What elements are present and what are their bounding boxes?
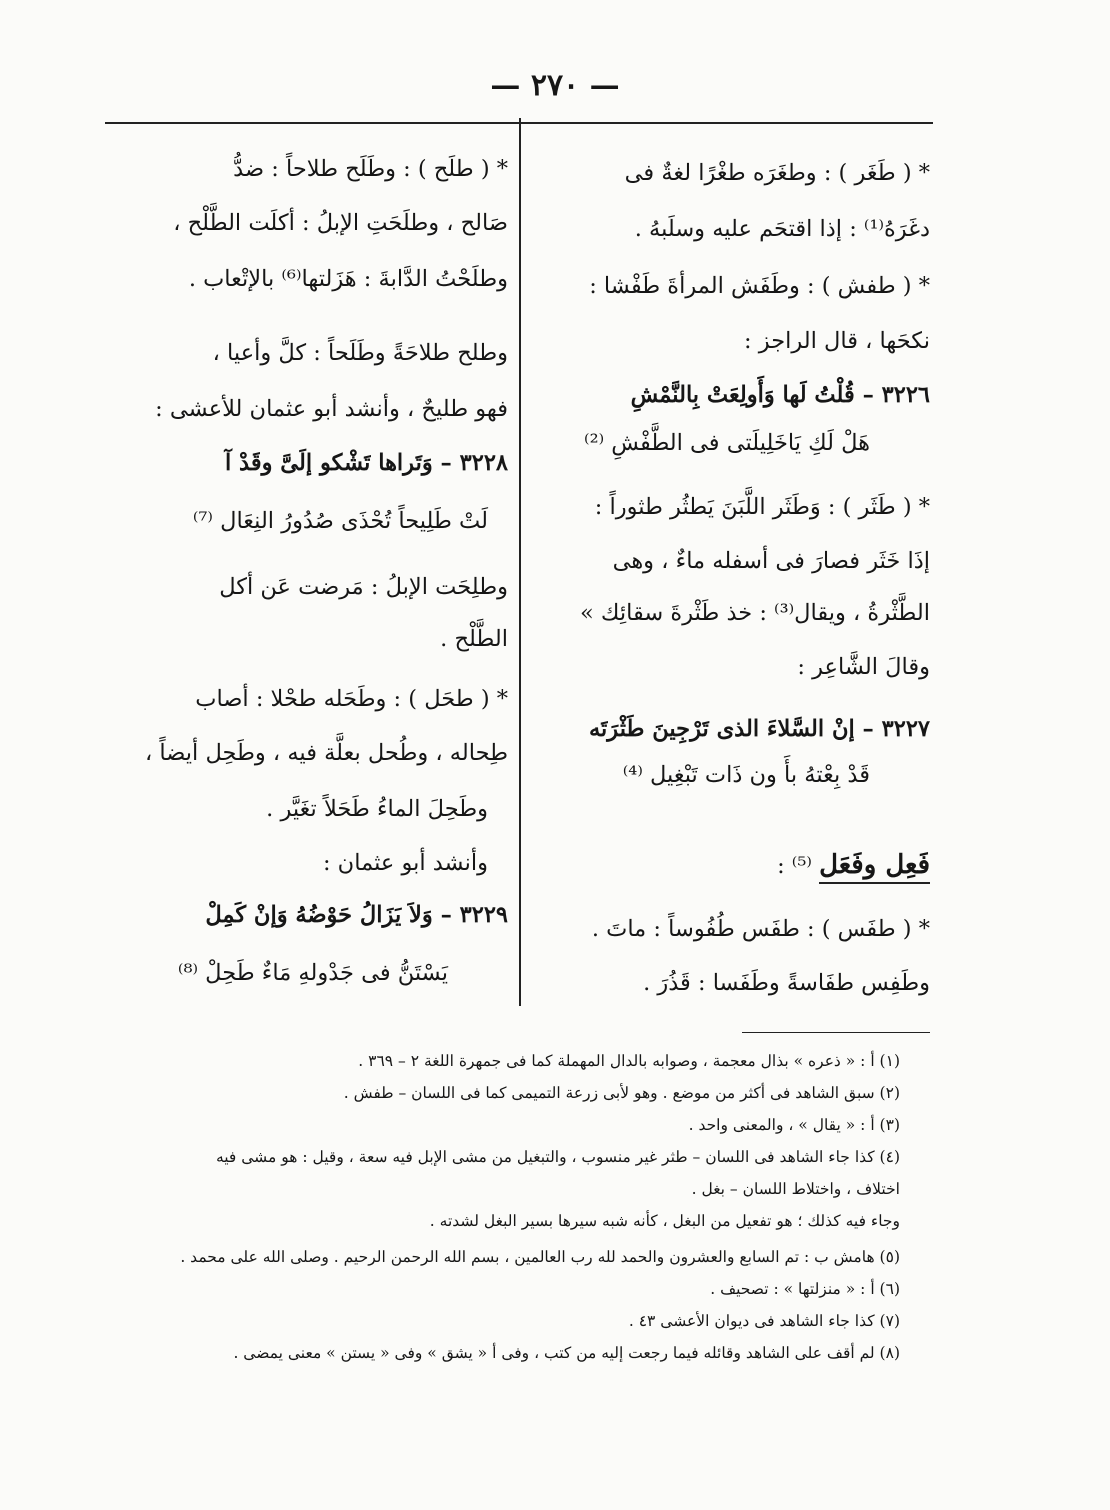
- text-line: وأنشد أبو عثمان :: [322, 850, 488, 876]
- footnote: (٨) لم أقف على الشاهد وقائله فيما رجعت إليه من كتب ، وفى أ « يشق » وفى « يستن » معنى يمضى .: [233, 1344, 900, 1362]
- text-line: وطَحِلَ الماءُ طَحَلاً تغَيَّر .: [266, 796, 488, 822]
- footnote: (٢) سبق الشاهد فى أكثر من موضع . وهو لأبى زرعة التميمى كما فى اللسان – طفش .: [343, 1084, 900, 1102]
- text-line: * ( طلَح ) : وطَلَح طلاحاً : ضدُّ: [233, 156, 508, 182]
- page-number: — ٢٧٠ —: [490, 68, 620, 103]
- text-line: طِحاله ، وطُحل بعلَّة فيه ، وطَحِل أيضاً ،: [145, 740, 508, 766]
- footnote: (٤) كذا جاء الشاهد فى اللسان – طثر غير منسوب ، والتبغيل من مشى الإبل فيه سعة ، وقيل : هو مشى فيه: [215, 1148, 900, 1166]
- text-line: * ( طَثَر ) : وَطَثَر اللَّبَنَ يَطثُر طثوراً :: [594, 494, 930, 520]
- text-line: * ( طَغَر ) : وطغَرَه طغْرًا لغةٌ فى: [624, 160, 930, 186]
- verse-line: هَلْ لَكِ يَاخَلِيلَتى فى الطَّفْشِ ⁽²⁾: [584, 430, 870, 456]
- footnote: وجاء فيه كذلك ؛ هو تفعيل من البغل ، كأنه شبه سيرها بسير البغل لشدته .: [429, 1212, 900, 1230]
- text-line: وطلَحْتُ الدَّابةَ : هَزَلتها⁽⁶⁾ بالإتْعاب .: [188, 266, 508, 292]
- verse-line: وطلح طلاحَةً وطَلَحاً : كلَّ وأعيا ،: [212, 340, 508, 366]
- text-line: * ( طفش ) : وطَفَش المرأةَ طَفْشا :: [589, 273, 930, 299]
- text-line: إذَا خَثَر فصارَ فى أسفله ماءٌ ، وهى: [612, 548, 930, 574]
- text-line: صَالح ، وطلَحَتِ الإبلُ : أكلَت الطَّلْح ،: [173, 210, 508, 236]
- text-line: وقالَ الشَّاعِر :: [797, 654, 930, 680]
- verse-line: ٣٢٢٨ – وَتَراها تَشْكو إلَىَّ وقَدْ آ: [224, 450, 508, 476]
- text-line: الطَّثْرةُ ، ويقال⁽³⁾ : خذ طَثْرةَ سقائِك »: [580, 600, 930, 626]
- footnote: (٦) أ : « منزلتها » : تصحيف .: [710, 1280, 900, 1298]
- footnote: (١) أ : « ذعره » بذال معجمة ، وصوابه بالدال المهملة كما فى جمهرة اللغة ٢ – ٣٦٩ .: [358, 1052, 900, 1070]
- text-line: فهو طليحٌ ، وأنشد أبو عثمان للأعشى :: [155, 396, 508, 422]
- verse-line: لَتْ طَلِيحاً تُحْذَى صُدُورُ النِعَال ⁽⁷⁾: [192, 508, 488, 534]
- text-line: * ( طفَس ) : طفَس طُفُوساً : ماتَ .: [591, 916, 930, 942]
- footnote-rule: [742, 1032, 930, 1033]
- section-title: فَعِل وفَعَل: [819, 850, 930, 884]
- footnote: اختلاف ، واختلاط اللسان – بغل .: [691, 1180, 900, 1198]
- verse-line: يَسْتَنُّ فى جَدْولهِ مَاءٌ طَحِلْ ⁽⁸⁾: [177, 960, 448, 986]
- text-line: وطَفِس طفَاسةً وطَفَسا : قَذُرَ .: [643, 970, 930, 996]
- footnote: (٥) هامش ب : تم السابع والعشرون والحمد لله رب العالمين ، بسم الله الرحمن الرحيم . وصلى الله على محمد .: [180, 1248, 900, 1266]
- footnote: (٣) أ : « يقال » ، والمعنى واحد .: [688, 1116, 900, 1134]
- footnote: (٧) كذا جاء الشاهد فى ديوان الأعشى ٤٣ .: [628, 1312, 900, 1330]
- verse-line: ٣٢٢٩ – وَلاَ يَزَالُ حَوْضُهُ وَإنْ كَمِلْ: [205, 902, 508, 928]
- section-heading-marker: ⁽⁵⁾ :: [777, 853, 812, 879]
- text-line: * ( طحَل ) : وطَحَله طحْلا : أصاب: [195, 686, 508, 712]
- verse-line: ٣٢٢٧ – إنْ السَّلاءَ الذى تَرْجِينَ طَثْرَتَه: [588, 716, 930, 742]
- section-heading: [777, 850, 930, 880]
- column-divider: [519, 118, 521, 1006]
- text-line: نكحَها ، قال الراجز :: [744, 328, 930, 354]
- text-line: وطلِحَت الإبلُ : مَرضت عَن أكل: [219, 574, 508, 600]
- verse-line: ٣٢٢٦ – قُلْتُ لَها وَأَولِعَتْ بِالنَّمْشِ: [630, 382, 930, 408]
- verse-line: قَدْ بِعْتهُ بأَ ون ذَات تَبْغِيل ⁽⁴⁾: [622, 762, 870, 788]
- text-line: دغَرَهُ⁽¹⁾ : إذا اقتحَم عليه وسلَبهُ .: [634, 216, 930, 242]
- text-line: الطَّلْح .: [440, 626, 508, 652]
